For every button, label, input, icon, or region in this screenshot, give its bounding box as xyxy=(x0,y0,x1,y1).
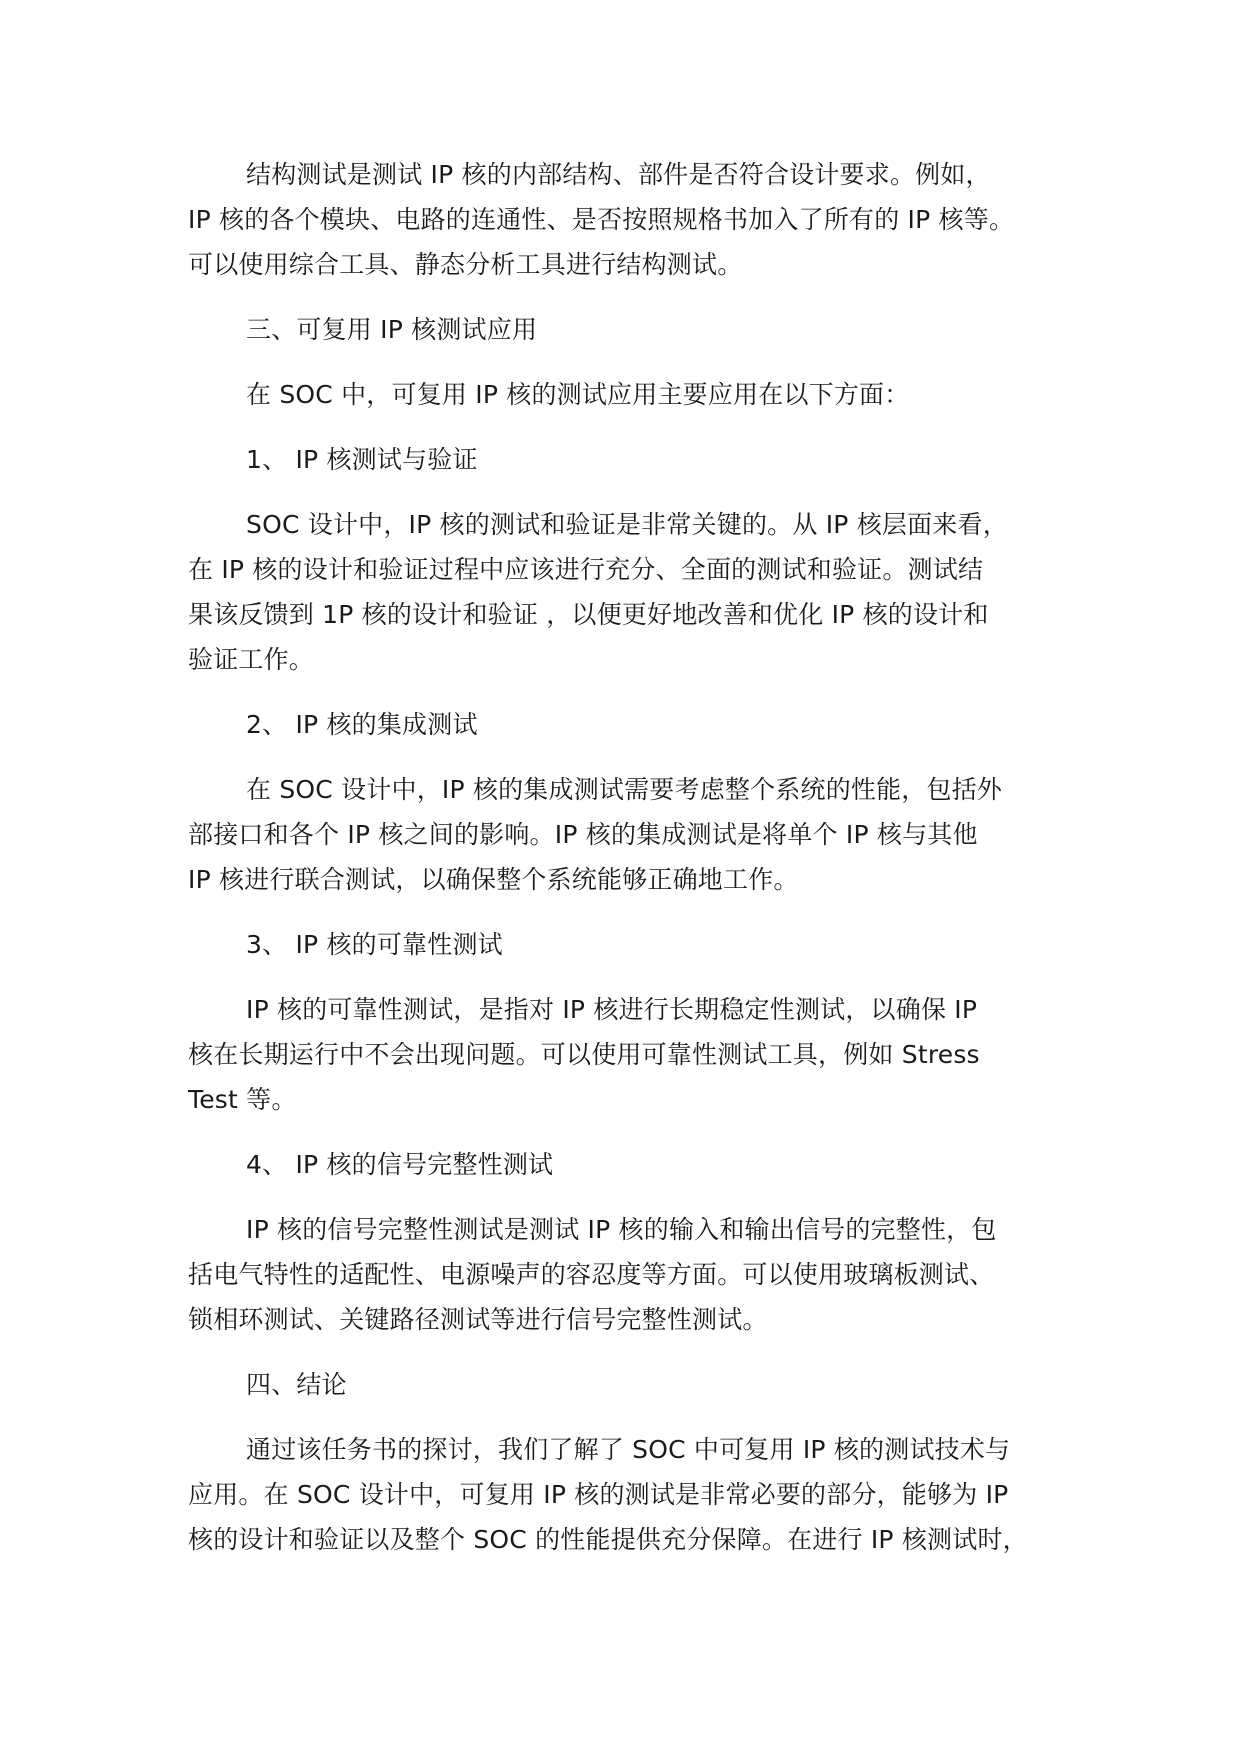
paragraph-line: 结构测试是测试 IP 核的内部结构、部件是否符合设计要求。例如， xyxy=(246,160,991,189)
paragraph-line: IP 核进行联合测试，以确保整个系统能够正确地工作。 xyxy=(188,865,799,894)
body-paragraph xyxy=(188,1207,1078,1342)
paragraph-line: 应用。在 SOC 设计中，可复用 IP 核的测试是非常必要的部分，能够为 IP xyxy=(188,1480,1009,1509)
section-heading xyxy=(188,702,1078,747)
paragraph-line: Test 等。 xyxy=(188,1085,297,1114)
paragraph-line: IP 核的信号完整性测试是测试 IP 核的输入和输出信号的完整性，包 xyxy=(246,1215,997,1244)
section-heading xyxy=(188,922,1078,967)
heading-text: 4、 IP 核的信号完整性测试 xyxy=(246,1150,554,1179)
paragraph-line: 部接口和各个 IP 核之间的影响。IP 核的集成测试是将单个 IP 核与其他 xyxy=(188,820,978,849)
paragraph-line: 在 SOC 中，可复用 IP 核的测试应用主要应用在以下方面： xyxy=(246,380,910,409)
paragraph-line: IP 核的可靠性测试，是指对 IP 核进行长期稳定性测试，以确保 IP xyxy=(246,995,978,1024)
body-paragraph xyxy=(188,987,1078,1122)
paragraph-line: 核在长期运行中不会出现问题。可以使用可靠性测试工具，例如 Stress xyxy=(188,1040,980,1069)
paragraph-line: 果该反馈到 1P 核的设计和验证 ，以便更好地改善和优化 IP 核的设计和 xyxy=(188,600,989,629)
paragraph-line: 在 IP 核的设计和验证过程中应该进行充分、全面的测试和验证。测试结 xyxy=(188,555,984,584)
heading-text: 1、 IP 核测试与验证 xyxy=(246,445,478,474)
paragraph-spacer xyxy=(188,1122,1078,1142)
heading-text: 3、 IP 核的可靠性测试 xyxy=(246,930,503,959)
paragraph-line: 括电气特性的适配性、电源噪声的容忍度等方面。可以使用玻璃板测试、 xyxy=(188,1260,995,1289)
paragraph-line: SOC 设计中，IP 核的测试和验证是非常关键的。从 IP 核层面来看， xyxy=(246,510,1008,539)
paragraph-line: 验证工作。 xyxy=(188,645,315,674)
paragraph-spacer xyxy=(188,482,1078,502)
section-heading xyxy=(188,437,1078,482)
paragraph-spacer xyxy=(188,967,1078,987)
paragraph-spacer xyxy=(188,1342,1078,1362)
paragraph-spacer xyxy=(188,1407,1078,1427)
paragraph-spacer xyxy=(188,902,1078,922)
paragraph-spacer xyxy=(188,682,1078,702)
body-paragraph xyxy=(188,767,1078,902)
document-body xyxy=(188,152,1078,1562)
paragraph-line: 通过该任务书的探讨，我们了解了 SOC 中可复用 IP 核的测试技术与 xyxy=(246,1435,1011,1464)
body-paragraph xyxy=(188,502,1078,682)
paragraph-spacer xyxy=(188,417,1078,437)
paragraph-line: 在 SOC 设计中，IP 核的集成测试需要考虑整个系统的性能，包括外 xyxy=(246,775,1003,804)
paragraph-spacer xyxy=(188,352,1078,372)
paragraph-line: IP 核的各个模块、电路的连通性、是否按照规格书加入了所有的 IP 核等。 xyxy=(188,205,1015,234)
section-heading xyxy=(188,307,1078,352)
section-heading xyxy=(188,1142,1078,1187)
body-paragraph xyxy=(188,372,1078,417)
body-paragraph xyxy=(188,1427,1078,1562)
paragraph-line: 锁相环测试、关键路径测试等进行信号完整性测试。 xyxy=(188,1305,768,1334)
heading-text: 2、 IP 核的集成测试 xyxy=(246,710,478,739)
heading-text: 三、可复用 IP 核测试应用 xyxy=(246,315,538,344)
paragraph-line: 可以使用综合工具、静态分析工具进行结构测试。 xyxy=(188,250,743,279)
paragraph-spacer xyxy=(188,747,1078,767)
body-paragraph xyxy=(188,152,1078,287)
section-heading xyxy=(188,1362,1078,1407)
heading-text: 四、结论 xyxy=(246,1370,347,1399)
paragraph-line: 核的设计和验证以及整个 SOC 的性能提供充分保障。在进行 IP 核测试时， xyxy=(188,1525,1028,1554)
paragraph-spacer xyxy=(188,287,1078,307)
paragraph-spacer xyxy=(188,1187,1078,1207)
